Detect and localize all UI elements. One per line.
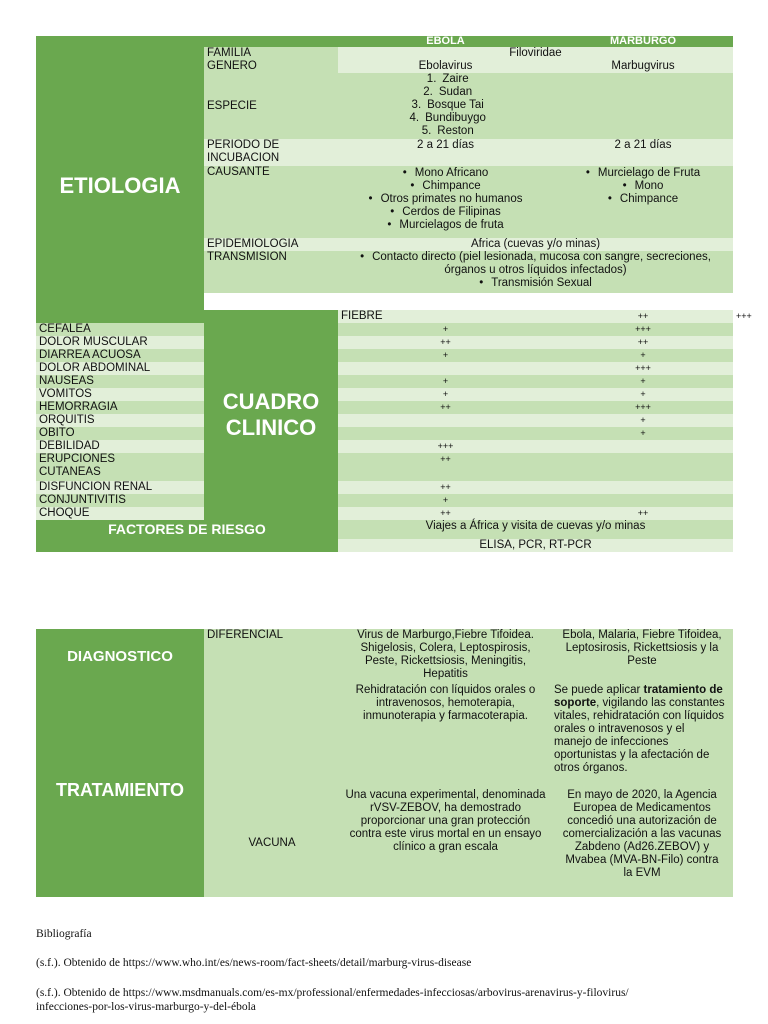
sintoma-marburgo: [553, 494, 733, 507]
sintoma-ebola: [338, 414, 553, 427]
genero-label: GENERO: [204, 60, 338, 73]
sintoma-ebola: +: [338, 375, 553, 388]
sintoma-marburgo: ++: [553, 336, 733, 349]
sintoma-ebola: [338, 427, 553, 440]
sintoma-label: CEFALEA: [36, 323, 204, 336]
sintoma-label: DOLOR ABDOMINAL: [36, 362, 204, 375]
diagnostico-tratamiento-table: [36, 629, 733, 897]
sintoma-marburgo: +++: [553, 362, 733, 375]
diferencial-ebola: Virus de Marburgo,Fiebre Tifoidea. Shigelosis, Colera, Leptospirosis, Peste, Rickettsiosis, Meningitis, Hepatitis: [340, 629, 551, 684]
incubacion-ebola: 2 a 21 días: [338, 139, 553, 166]
sintoma-ebola: ++: [338, 481, 553, 494]
especie-marburgo: [553, 73, 733, 139]
familia-label: FAMILIA: [204, 47, 338, 60]
especie-item: 3. Bosque Tai: [411, 99, 484, 111]
header-marburgo: MARBURGO: [553, 36, 733, 47]
diagnostico-section-label: DIAGNOSTICO: [36, 629, 204, 684]
sintoma-marburgo: +++: [553, 401, 733, 414]
cuadro-clinico-section-label: CUADRO CLINICO: [204, 310, 338, 520]
epidemiologia-label: EPIDEMIOLOGIA: [204, 238, 338, 251]
etiologia-section-label: ETIOLOGIA: [36, 47, 204, 323]
causante-label: CAUSANTE: [204, 166, 338, 238]
sintoma-marburgo: +: [553, 349, 733, 362]
sintoma-marburgo: +++: [553, 323, 733, 336]
diferencial-label: DIFERENCIAL: [204, 629, 340, 684]
sintoma-label: ORQUITIS: [36, 414, 204, 427]
bibliografia-title: Bibliografía: [36, 928, 92, 940]
sintoma-label: CONJUNTIVITIS: [36, 494, 204, 507]
sintoma-ebola: ++: [553, 310, 733, 323]
sintoma-ebola: [338, 362, 553, 375]
especie-label: ESPECIE: [204, 73, 338, 139]
bibliografia-ref-2: (s.f.). Obtenido de https://www.msdmanuals.com/es-mx/professional/enfermedades-infecciosas/arbovirus-arenavirus-y-filovirus/ infecciones-por-los-virus-marburgo-y-del-ébola: [36, 987, 629, 1013]
sintoma-ebola: ++: [338, 453, 553, 481]
list-item: • Mono: [556, 180, 730, 193]
sintoma-marburgo: +: [553, 427, 733, 440]
sintoma-ebola: +: [338, 323, 553, 336]
list-item: • Murcielago de Fruta: [556, 167, 730, 180]
list-item: • Chimpance: [341, 180, 550, 193]
sintoma-ebola: ++: [338, 507, 553, 520]
sintoma-label: DIARREA ACUOSA: [36, 349, 204, 362]
genero-marburgo: Marbugvirus: [553, 60, 733, 73]
sintoma-label: VOMITOS: [36, 388, 204, 401]
sintoma-label: DOLOR MUSCULAR: [36, 336, 204, 349]
sintoma-marburgo: ++: [553, 507, 733, 520]
vacuna-marburgo: En mayo de 2020, la Agencia Europea de Medicamentos concedió una autorización de comercialización a las vacunas Zabdeno (Ad26.ZEBOV) y Mvabea (MVA-BN-Filo) contra la EVM: [551, 789, 733, 897]
sintoma-ebola: +++: [338, 440, 553, 453]
sintoma-label: DISFUNCION RENAL: [36, 481, 204, 494]
transmision-value: • Contacto directo (piel lesionada, mucosa con sangre, secreciones, órganos u otros líquidos infectados) • Transmisión Sexual: [338, 251, 733, 293]
sintoma-marburgo: [553, 453, 733, 481]
sintoma-ebola: +: [338, 494, 553, 507]
transmision-label: TRANSMISION: [204, 251, 338, 293]
sintoma-label: FIEBRE: [338, 310, 553, 323]
sintoma-ebola: +: [338, 388, 553, 401]
sintoma-ebola: +: [338, 349, 553, 362]
especie-ebola: [338, 73, 553, 139]
especie-item: 5. Reston: [421, 125, 474, 137]
list-item: • Murcielagos de fruta: [341, 219, 550, 232]
tratamiento-marburgo: Se puede aplicar tratamiento de soporte, vigilando las constantes vitales, rehidratación con líquidos orales o intravenosos y el manejo de infecciones oportunistas y la afectación de otros órganos.: [551, 684, 733, 789]
factores-riesgo-label: FACTORES DE RIESGO: [36, 520, 338, 539]
list-item: • Chimpance: [556, 193, 730, 206]
header-ebola: EBOLA: [338, 36, 553, 47]
causante-ebola: [338, 166, 553, 238]
incubacion-label: PERIODO DE INCUBACION: [204, 139, 338, 166]
factores-riesgo-value: Viajes a África y visita de cuevas y/o minas: [338, 520, 733, 539]
sintoma-label: DEBILIDAD: [36, 440, 204, 453]
sintoma-label: OBITO: [36, 427, 204, 440]
list-item: • Mono Africano: [341, 167, 550, 180]
sintoma-label: ERUPCIONES CUTANEAS: [36, 453, 204, 481]
bibliografia-ref-1: (s.f.). Obtenido de https://www.who.int/es/news-room/fact-sheets/detail/marburg-virus-disease: [36, 957, 472, 969]
pruebas-value: ELISA, PCR, RT-PCR: [338, 539, 733, 552]
sintoma-label: CHOQUE: [36, 507, 204, 520]
list-item: • Cerdos de Filipinas: [341, 206, 550, 219]
etiologia-clinica-table: EBOLA MARBURGO ETIOLOGIA FAMILIA Filoviridae GENERO Ebolavirus Marbugvirus ESPECIE 1. Zaire 2. Sudan 3. Bosque Tai 4. Bundibuygo 5. Reston PERIODO DE INCUBACION 2 a 21 días 2 a 21 días CAUSANTE • Mono Africano • Chimpance • Otros primates no humanos • Cerdos de Filipinas • Murcielagos de fruta • Murcielago de Fruta • Mono • Chimpance EPIDEMIOLOGIA Africa (cuevas y/o minas) TRANSMISION • Contacto directo (piel lesionada, mucosa con sangre, secreciones, órganos u otros líquidos infectados) • Transmisión Sexual CUADRO CLINICO FIEBRE ++ +++ CEFALEA + +++ DOLOR MUSCULAR ++ ++ DIARREA ACUOSA + + DOLOR ABDOMINAL +++ NAUSEAS + + VOMITOS + + HEMORRAGIA ++ +++ ORQUITIS + OBITO + DEBILIDAD +++ ERUPCIONES CUTANEAS ++ DISFUNCION RENAL ++ CONJUNTIVITIS + CHOQUE ++ ++ FACTORES DE RIESGO Viajes a África y visita de cuevas y/o minas ELISA, PCR, RT-PCR: [36, 36, 733, 552]
sintoma-marburgo: [553, 481, 733, 494]
tratamiento-ebola: Rehidratación con líquidos orales o intravenosos, hemoterapia, inmunoterapia y farmacoterapia.: [340, 684, 551, 789]
especie-item: 4. Bundibuygo: [409, 112, 486, 124]
vacuna-ebola: Una vacuna experimental, denominada rVSV-ZEBOV, ha demostrado proporcionar una gran protección contra este virus mortal en un ensayo clínico a gran escala: [340, 789, 551, 897]
sintoma-marburgo: +: [553, 414, 733, 427]
tratamiento-section-label: TRATAMIENTO: [36, 684, 204, 897]
incubacion-marburgo: 2 a 21 días: [553, 139, 733, 166]
list-item: • Otros primates no humanos: [341, 193, 550, 206]
sintoma-marburgo: [553, 440, 733, 453]
sintoma-marburgo: +: [553, 388, 733, 401]
sintoma-ebola: ++: [338, 336, 553, 349]
sintoma-ebola: ++: [338, 401, 553, 414]
sintoma-label: NAUSEAS: [36, 375, 204, 388]
diferencial-marburgo: Ebola, Malaria, Fiebre Tifoidea, Leptosirosis, Rickettsiosis y la Peste: [551, 629, 733, 684]
especie-item: 2. Sudan: [423, 86, 473, 98]
genero-ebola: Ebolavirus: [338, 60, 553, 73]
familia-value: Filoviridae: [338, 47, 733, 60]
causante-marburgo: [553, 166, 733, 238]
sintoma-label: HEMORRAGIA: [36, 401, 204, 414]
sintoma-marburgo: +: [553, 375, 733, 388]
especie-item: 1. Zaire: [426, 73, 469, 85]
vacuna-label: VACUNA: [204, 789, 340, 897]
epidemiologia-value: Africa (cuevas y/o minas): [338, 238, 733, 251]
